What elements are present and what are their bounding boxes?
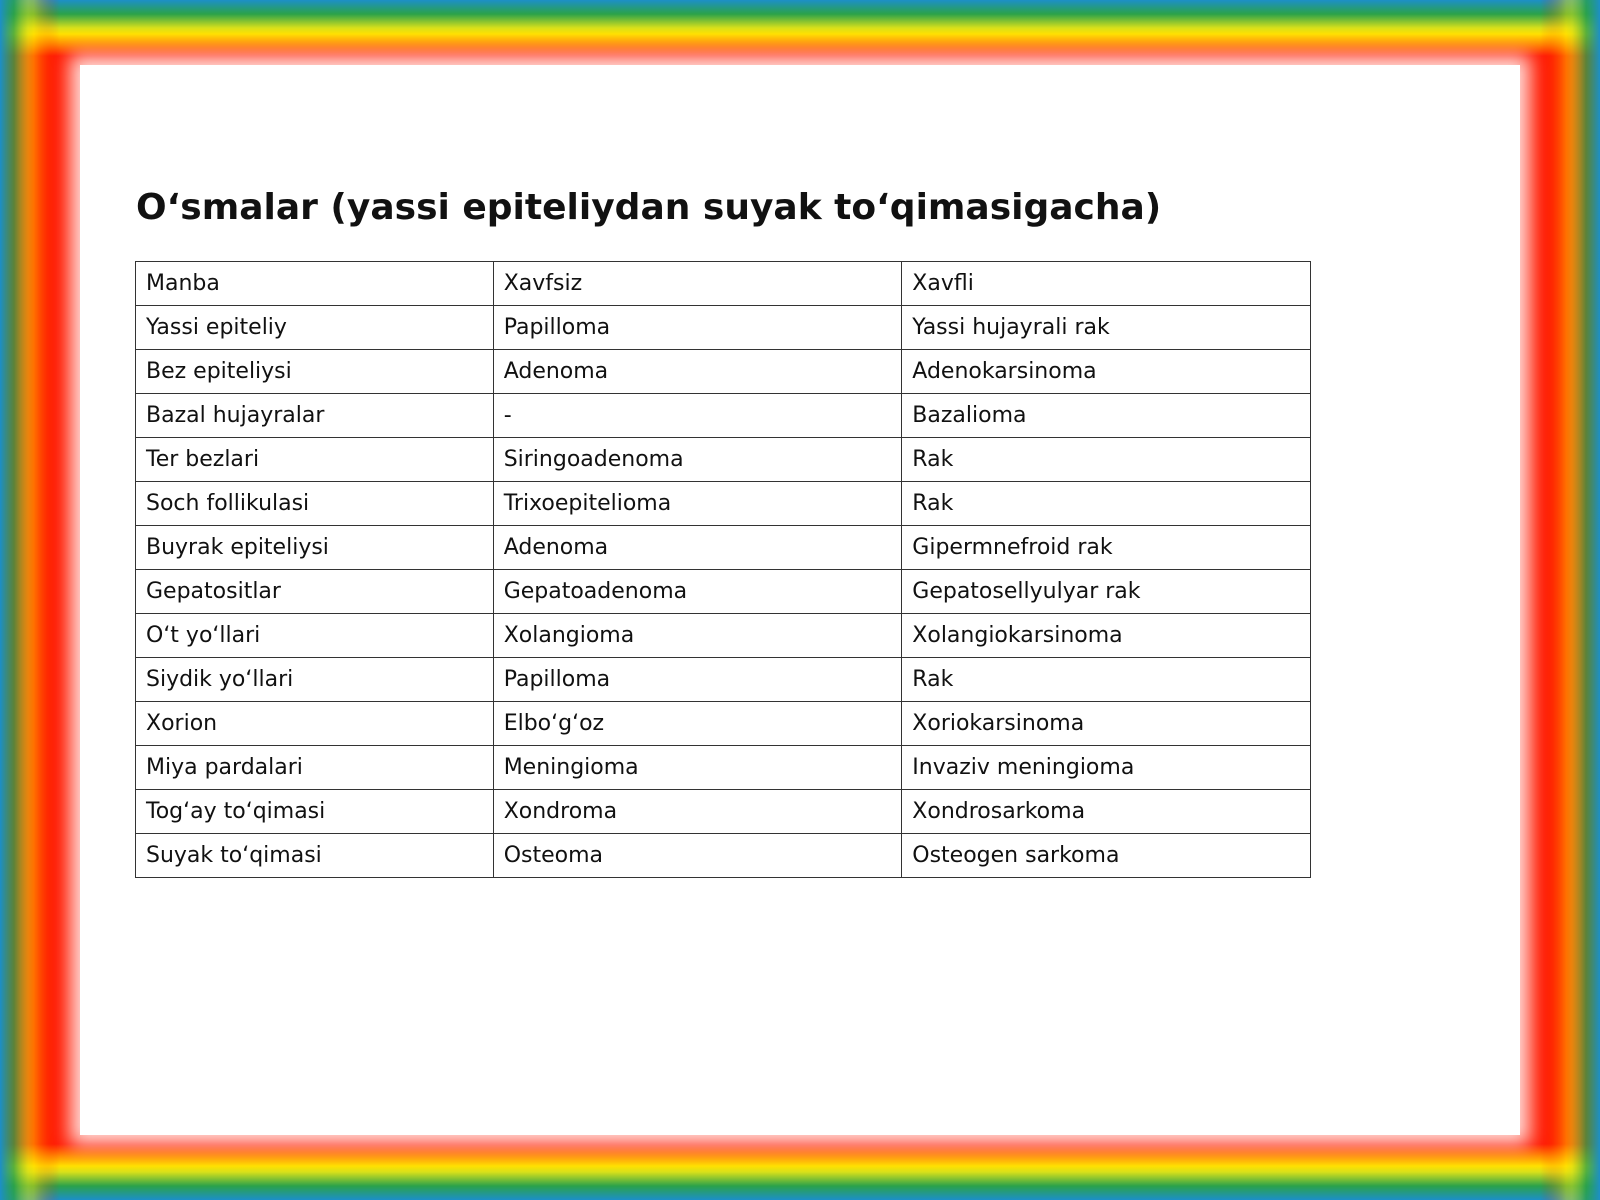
table-cell: Buyrak epiteliysi <box>136 526 494 570</box>
table-cell: Adenoma <box>493 526 902 570</box>
table-cell: Soch follikulasi <box>136 482 494 526</box>
table-cell: Gepatoadenoma <box>493 570 902 614</box>
table-cell: Gepatositlar <box>136 570 494 614</box>
table-cell: Yassi epiteliy <box>136 306 494 350</box>
table-cell: Xolangioma <box>493 614 902 658</box>
table-cell: Adenokarsinoma <box>902 350 1311 394</box>
table-row <box>136 394 1311 438</box>
table-cell: Xondroma <box>493 790 902 834</box>
header-cell-xavfli: Xavfli <box>902 262 1311 306</box>
header-cell-xavfsiz: Xavfsiz <box>493 262 902 306</box>
table-cell: Siringoadenoma <box>493 438 902 482</box>
table-cell: Osteoma <box>493 834 902 878</box>
table-cell: Papilloma <box>493 306 902 350</box>
table-cell: Trixoepitelioma <box>493 482 902 526</box>
table-cell: Meningioma <box>493 746 902 790</box>
slide-title: O‘smalar (yassi epiteliydan suyak to‘qimasigacha) <box>136 187 1162 228</box>
table-cell: Adenoma <box>493 350 902 394</box>
table-cell: Papilloma <box>493 658 902 702</box>
table-cell: Xondrosarkoma <box>902 790 1311 834</box>
table-cell: Bez epiteliysi <box>136 350 494 394</box>
table-cell: Rak <box>902 482 1311 526</box>
table-cell: Rak <box>902 658 1311 702</box>
table-cell: - <box>493 394 902 438</box>
table-cell: Bazalioma <box>902 394 1311 438</box>
table-cell: Miya pardalari <box>136 746 494 790</box>
table-cell: Xoriokarsinoma <box>902 702 1311 746</box>
table-cell: Xolangiokarsinoma <box>902 614 1311 658</box>
table-cell: Gepatosellyulyar rak <box>902 570 1311 614</box>
table-row <box>136 790 1311 834</box>
table-header-row <box>136 262 1311 306</box>
table-row <box>136 570 1311 614</box>
table-cell: Rak <box>902 438 1311 482</box>
table-row <box>136 438 1311 482</box>
tumor-table <box>135 261 1311 878</box>
slide <box>80 65 1520 1135</box>
table-cell: Bazal hujayralar <box>136 394 494 438</box>
table-row <box>136 702 1311 746</box>
table-cell: Ter bezlari <box>136 438 494 482</box>
table-cell: Gipermnefroid rak <box>902 526 1311 570</box>
table-row <box>136 306 1311 350</box>
table-row <box>136 482 1311 526</box>
table-cell: Tog‘ay to‘qimasi <box>136 790 494 834</box>
table-cell: Yassi hujayrali rak <box>902 306 1311 350</box>
table-row <box>136 350 1311 394</box>
table-row <box>136 834 1311 878</box>
table-row <box>136 614 1311 658</box>
table-cell: Siydik yo‘llari <box>136 658 494 702</box>
header-cell-manba: Manba <box>136 262 494 306</box>
table-cell: Xorion <box>136 702 494 746</box>
table-cell: Elbo‘g‘oz <box>493 702 902 746</box>
table-cell: Suyak to‘qimasi <box>136 834 494 878</box>
table-row <box>136 526 1311 570</box>
table-row <box>136 658 1311 702</box>
table-row <box>136 746 1311 790</box>
table-cell: O‘t yo‘llari <box>136 614 494 658</box>
table-cell: Invaziv meningioma <box>902 746 1311 790</box>
table-cell: Osteogen sarkoma <box>902 834 1311 878</box>
